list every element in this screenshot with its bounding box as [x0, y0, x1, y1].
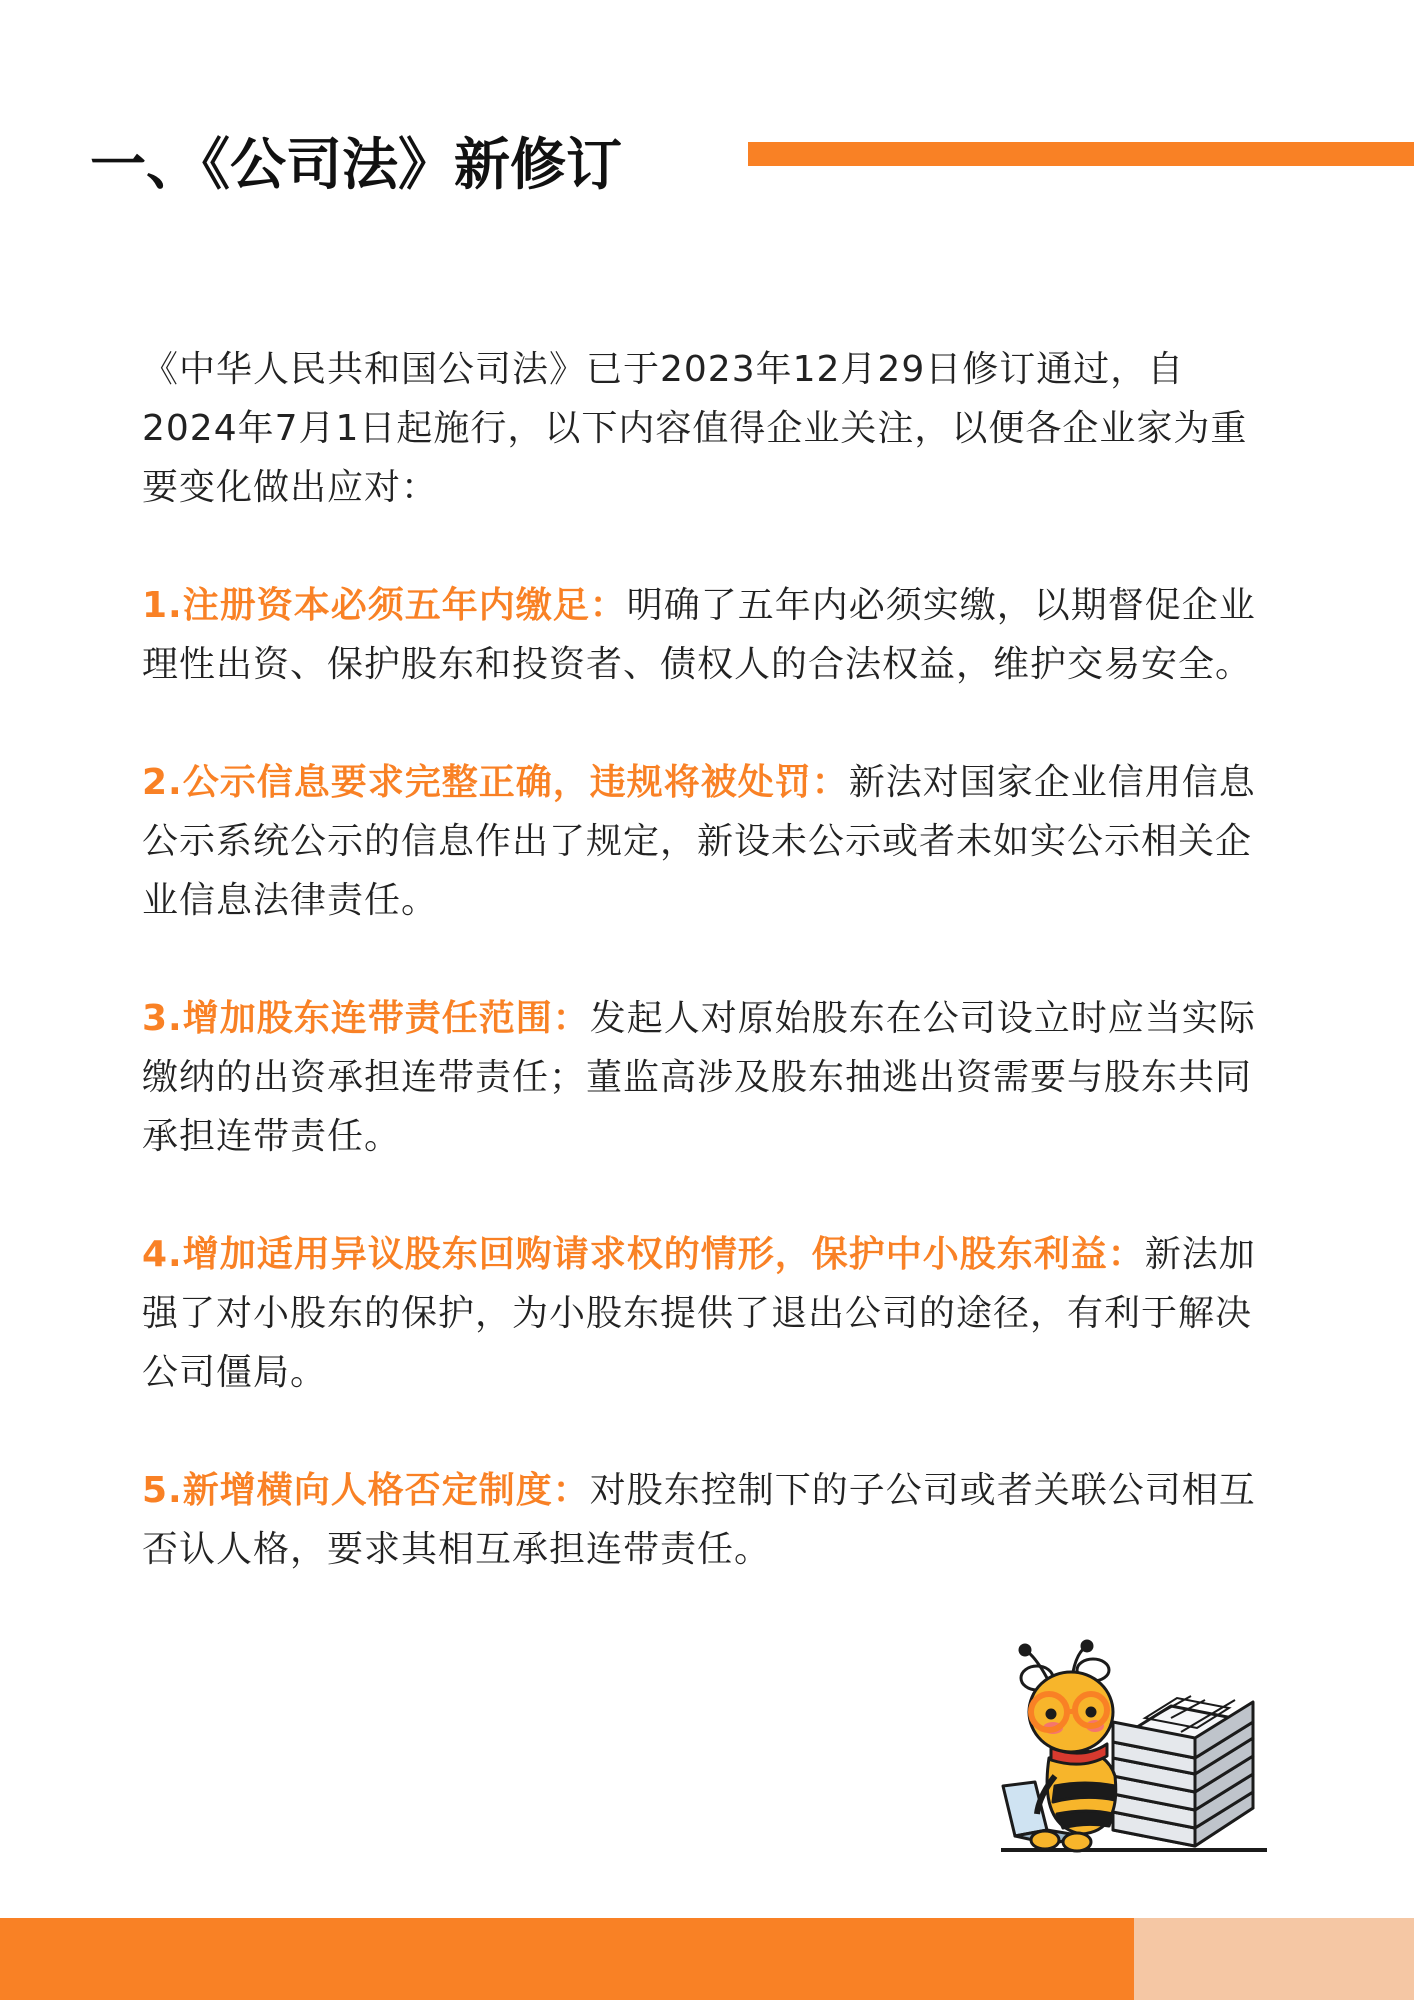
page-header	[0, 0, 1414, 240]
document-body	[142, 340, 1272, 1579]
item-heading: 2.公示信息要求完整正确，违规将被处罚：	[142, 762, 849, 803]
item-body: 对股东控制下的子公司或者关联公司相互否认人格，要求其相互承担连带责任。	[142, 1470, 1256, 1570]
footer-bar-accent	[1134, 1918, 1414, 2000]
item-body: 明确了五年内必须实缴，以期督促企业理性出资、保护股东和投资者、债权人的合法权益，维护交易安全。	[142, 585, 1256, 685]
title-rule	[748, 142, 1414, 166]
list-item	[142, 1461, 1272, 1579]
section-title: 一、《公司法》新修订	[90, 133, 622, 198]
list-item	[142, 576, 1272, 694]
item-body: 新法对国家企业信用信息公示系统公示的信息作出了规定，新设未公示或者未如实公示相关企业信息法律责任。	[142, 762, 1256, 921]
item-heading: 4.增加适用异议股东回购请求权的情形，保护中小股东利益：	[142, 1234, 1145, 1275]
list-item	[142, 1225, 1272, 1402]
item-body: 新法加强了对小股东的保护，为小股东提供了退出公司的途径，有利于解决公司僵局。	[142, 1234, 1256, 1393]
list-item	[142, 989, 1272, 1166]
item-heading: 3.增加股东连带责任范围：	[142, 998, 590, 1039]
item-heading: 5.新增横向人格否定制度：	[142, 1470, 590, 1511]
item-body: 发起人对原始股东在公司设立时应当实际缴纳的出资承担连带责任；董监高涉及股东抽逃出资需要与股东共同承担连带责任。	[142, 998, 1256, 1157]
bee-mascot-icon	[995, 1636, 1275, 1862]
footer-bar	[0, 1918, 1134, 2000]
item-heading: 1.注册资本必须五年内缴足：	[142, 585, 627, 626]
list-item	[142, 753, 1272, 930]
intro-paragraph: 《中华人民共和国公司法》已于2023年12月29日修订通过，自2024年7月1日起施行，以下内容值得企业关注，以便各企业家为重要变化做出应对：	[142, 349, 1248, 508]
